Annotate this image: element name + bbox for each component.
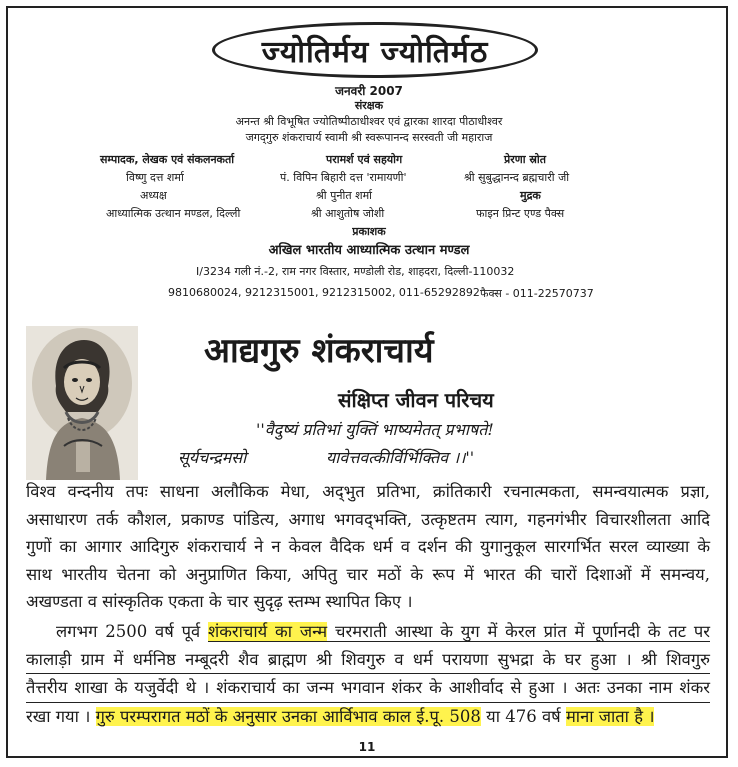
paragraph-2 bbox=[26, 618, 710, 730]
publisher-label: प्रकाशक bbox=[352, 225, 386, 238]
advisor-3: श्री आशुतोष जोशी bbox=[311, 207, 385, 220]
editor-name: विष्णु दत्त शर्मा bbox=[126, 171, 184, 184]
article-subtitle: संक्षिप्त जीवन परिचय bbox=[338, 388, 494, 412]
text-run: रखा गया । bbox=[26, 706, 96, 726]
sanskrit-quote-line-2a: सूर्यचन्द्रमसो bbox=[178, 448, 247, 467]
paragraph-1-line: विश्व वन्दनीय तपः साधना अलौकिक मेधा, अद्‌भुत प्रतिभा, क्रांतिकारी रचनात्मकता, समन्वयात्मक प्रज्ञा, bbox=[26, 482, 710, 501]
publisher-name: अखिल भारतीय आध्यात्मिक उत्थान मण्डल bbox=[268, 243, 470, 258]
paragraph-2-line-2: कालाड़ी ग्राम में धर्मनिष्ठ नम्बूदरी शैव ब्राह्मण श्री शिवगुरु व धर्म परायणा सुभद्रा के घर हुआ । श्री शिवगुरु bbox=[26, 646, 710, 675]
sanskrit-quote-line-1: ''वैदुष्यं प्रतिभां युक्तिं भाष्यमेतत् प्रभाषते! bbox=[256, 420, 494, 439]
editor-label: सम्पादक, लेखक एवं संकलनकर्ता bbox=[100, 153, 235, 166]
patron-label: संरक्षक bbox=[354, 99, 384, 112]
shankaracharya-portrait bbox=[26, 326, 138, 480]
highlighted-birth-text: शंकराचार्य का जन्म bbox=[207, 622, 328, 641]
magazine-page bbox=[6, 6, 728, 758]
advisor-1: पं. विपिन बिहारी दत्त 'रामायणी' bbox=[280, 171, 407, 184]
issue-date: जनवरी 2007 bbox=[335, 84, 403, 98]
paragraph-2-line-3: तैत्तरीय शाखा के यजुर्वेदी थे । शंकराचार्य का जन्म भगवान शंकर के आशीर्वाद से हुआ । अतः उनका नाम शंकर bbox=[26, 674, 710, 703]
paragraph-1 bbox=[26, 478, 710, 616]
highlighted-belief-text: माना जाता है । bbox=[565, 706, 655, 726]
highlighted-era-text: गुरु परम्परागत मठों के अनुसार उनका आर्विभाव काल ई.पू. 508 bbox=[95, 706, 481, 726]
page-number: 11 bbox=[358, 740, 376, 754]
sanskrit-quote-line-2b: यावेत्तवत्कीर्विर्भिक्तिव ।।'' bbox=[326, 448, 475, 467]
inspiration-name: श्री सुबुद्धानन्द ब्रह्मचारी जी bbox=[464, 171, 570, 184]
paragraph-1-line: अखण्डता व सांस्कृतिक एकता के चार सुदृढ़ स्तम्भ स्थापित किए । bbox=[26, 592, 413, 611]
article-title: आद्यगुरु शंकराचार्य bbox=[204, 331, 434, 371]
advisor-2: श्री पुनीत शर्मा bbox=[316, 189, 373, 202]
inspiration-label: प्रेरणा स्रोत bbox=[504, 153, 547, 166]
underlined-text: चरमराती आस्था के युग में केरल प्रांत में पूर्णानदी के तट पर bbox=[327, 622, 711, 641]
printer-name: फाइन प्रिन्ट एण्ड पैक्स bbox=[476, 207, 565, 220]
journal-title-oval bbox=[212, 22, 538, 78]
paragraph-1-line: साथ भारतीय चेतना को अनुप्राणित किया, अपितु चार मठों के रूप में भारत की चारों दिशाओं में समन्वय, bbox=[26, 564, 710, 584]
patron-line-2: जगद्‌गुरु शंकराचार्य स्वामी श्री स्वरूपानन्द सरस्वती जी महाराज bbox=[245, 131, 493, 144]
publisher-address: I/3234 गली नं.-2, राम नगर विस्तार, मण्डोली रोड, शाहदरा, दिल्ली-110032 bbox=[196, 265, 515, 278]
paragraph-2-line-4 bbox=[26, 703, 710, 731]
journal-title: ज्योतिर्मय ज्योतिर्मठ bbox=[261, 34, 489, 70]
publisher-fax: फैक्स - 011-22570737 bbox=[480, 287, 594, 300]
printer-label: मुद्रक bbox=[520, 189, 541, 202]
editor-role: अध्यक्ष bbox=[140, 189, 167, 202]
text-run: लगभग 2500 वर्ष पूर्व bbox=[56, 622, 208, 641]
patron-line-1: अनन्त श्री विभूषित ज्योतिष्पीठाधीश्वर एवं द्वारका शारदा पीठाधीश्वर bbox=[235, 115, 503, 128]
paragraph-2-line-1 bbox=[26, 618, 710, 646]
editor-org: आध्यात्मिक उत्थान मण्डल, दिल्ली bbox=[106, 207, 241, 220]
advisor-label: परामर्श एवं सहयोग bbox=[326, 153, 403, 166]
text-run: या 476 वर्ष bbox=[480, 706, 566, 726]
publisher-phones: 9810680024, 9212315001, 9212315002, 011-65292892 bbox=[168, 286, 480, 299]
paragraph-1-line: असाधारण तर्क कौशल, प्रकाण्ड पांडित्य, अगाध भगवद्‌भक्ति, उत्कृष्टतम त्याग, गहनगंभीर विचारशीलता आदि bbox=[26, 509, 710, 529]
paragraph-1-line: गुणों का आगार आदिगुरु शंकराचार्य ने न केवल वैदिक धर्म व दर्शन की युगानुकूल सारगर्भित सरल व्याख्या के bbox=[26, 537, 710, 556]
